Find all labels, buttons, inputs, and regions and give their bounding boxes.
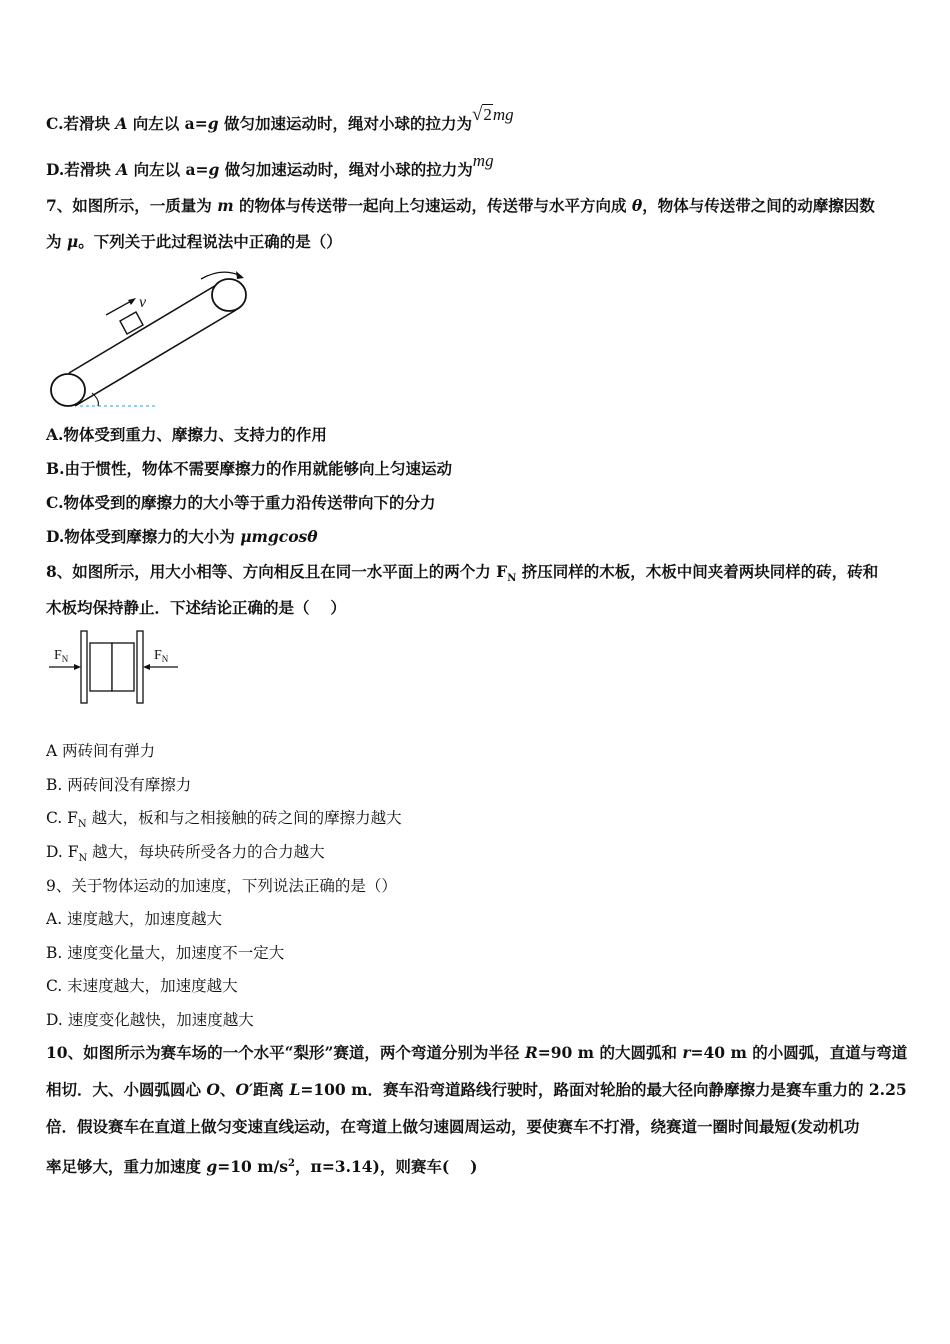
q10-line1 xyxy=(46,1043,907,1063)
q7-stem-b: 的物体与传送带一起向上匀速运动，传送带与水平方向成 xyxy=(233,196,632,215)
q8-stem-a: 8、如图所示，用大小相等、方向相反且在同一水平面上的两个力 F xyxy=(46,562,508,581)
q10-line4 xyxy=(46,1154,477,1177)
q8-d-prefix: D. F xyxy=(46,843,79,861)
q7-stem2-b: 。下列关于此过程说法中正确的是（） xyxy=(78,232,342,251)
q7-m: m xyxy=(217,196,234,215)
q10-line3: 倍．假设赛车在直道上做匀变速直线运动，在弯道上做匀速圆周运动，要使赛车不打滑，绕赛道一圈时间最短(发动机功 xyxy=(46,1117,860,1136)
q8-stem-b: 挤压同样的木板，木板中间夹着两块同样的砖，砖和 xyxy=(516,562,879,581)
q10-L: L xyxy=(289,1080,301,1099)
q7-option-d xyxy=(46,527,318,547)
q10-O2: O′ xyxy=(235,1080,254,1099)
q6-c-formula: √2mg xyxy=(471,104,514,125)
q6-c-mid: 向左以 a= xyxy=(127,114,208,133)
q9-option-d: D. 速度变化越快，加速度越大 xyxy=(46,1011,254,1029)
q8-sub: N xyxy=(507,573,517,585)
q8-stem-line2: 木板均保持静止．下述结论正确的是（ ） xyxy=(46,598,346,617)
q10-l4b: =10 m/s xyxy=(217,1157,288,1177)
q10-r: r xyxy=(682,1043,691,1062)
q10-l1c: =40 m 的小圆弧，直道与弯道 xyxy=(690,1043,908,1062)
left-force-label: $F_N$ xyxy=(54,648,69,664)
q10-l4sup: 2 xyxy=(288,1158,295,1169)
q7-stem-line2 xyxy=(46,232,342,252)
bricks-between-boards-figure xyxy=(44,628,184,708)
q8-option-d xyxy=(46,842,325,869)
q8-c-prefix: C. F xyxy=(46,809,78,827)
q8-option-a: A 两砖间有弹力 xyxy=(46,742,156,760)
q10-l2b: 、 xyxy=(219,1080,236,1099)
q8-d-suffix: 越大，每块砖所受各力的合力越大 xyxy=(87,843,325,861)
left-board xyxy=(81,631,87,703)
q6-d-mg: mg xyxy=(472,151,494,170)
q8-c-sub: N xyxy=(77,819,87,831)
bottom-roller xyxy=(51,374,85,406)
q9-option-c: C. 末速度越大，加速度越大 xyxy=(46,977,238,995)
q8-c-suffix: 越大，板和与之相接触的砖之间的摩擦力越大 xyxy=(86,809,402,827)
q6-d-A: A xyxy=(116,160,129,179)
q7-d-prefix: D.物体受到摩擦力的大小为 xyxy=(46,527,241,546)
q7-option-b: B.由于惯性，物体不需要摩擦力的作用就能够向上匀速运动 xyxy=(46,459,452,478)
q6-c-root: 2 xyxy=(483,105,492,124)
q7-stem-line1 xyxy=(46,196,875,216)
velocity-label: v xyxy=(139,294,147,311)
q8-option-b: B. 两砖间没有摩擦力 xyxy=(46,776,192,794)
q8-option-c xyxy=(46,808,402,835)
q9-stem: 9、关于物体运动的加速度，下列说法正确的是（） xyxy=(46,877,397,895)
q6-c-prefix: C.若滑块 xyxy=(46,114,116,133)
right-force-label: $F_N$ xyxy=(154,648,169,664)
q10-l4a: 率足够大，重力加速度 xyxy=(46,1157,207,1177)
q9-option-a: A. 速度越大，加速度越大 xyxy=(46,910,223,928)
q10-l1a: 10、如图所示为赛车场的一个水平“梨形”赛道，两个弯道分别为半径 xyxy=(46,1043,525,1062)
q6-d-suffix: 做匀加速运动时，绳对小球的拉力为 xyxy=(219,160,473,179)
q6-d-mid: 向左以 a= xyxy=(128,160,209,179)
q7-mu: μ xyxy=(66,232,79,251)
q10-l2d: =100 m．赛车沿弯道路线行驶时，路面对轮胎的最大径向静摩擦力是赛车重力的 2.25 xyxy=(300,1080,907,1099)
q10-R: R xyxy=(524,1043,538,1062)
q6-option-d xyxy=(46,151,494,180)
right-board xyxy=(137,631,143,703)
q7-stem2-a: 为 xyxy=(46,232,67,251)
q8-d-sub: N xyxy=(78,853,88,865)
q10-line2 xyxy=(46,1080,907,1100)
q7-stem-a: 7、如图所示，一质量为 xyxy=(46,196,218,215)
q7-stem-c: ，物体与传送带之间的动摩擦因数 xyxy=(642,196,875,215)
q10-l2c: 距离 xyxy=(253,1080,290,1099)
q6-d-g: g xyxy=(208,160,220,179)
q6-c-g: g xyxy=(207,114,219,133)
q6-c-suffix: 做匀加速运动时，绳对小球的拉力为 xyxy=(218,114,472,133)
top-roller xyxy=(212,279,246,311)
q10-O: O xyxy=(206,1080,220,1099)
q7-option-a: A.物体受到重力、摩擦力、支持力的作用 xyxy=(46,425,327,444)
q7-theta: θ xyxy=(631,196,643,215)
q6-option-c xyxy=(46,104,514,134)
q10-l1b: =90 m 的大圆弧和 xyxy=(537,1043,683,1062)
q8-stem-line1 xyxy=(46,562,878,589)
q6-c-mg: mg xyxy=(492,105,514,124)
q10-g: g xyxy=(206,1157,218,1177)
right-brick xyxy=(112,643,134,691)
left-brick xyxy=(90,643,112,691)
q6-c-A: A xyxy=(115,114,128,133)
q7-option-c: C.物体受到的摩擦力的大小等于重力沿传送带向下的分力 xyxy=(46,493,436,512)
conveyor-belt-figure xyxy=(44,265,254,410)
q7-d-formula: μmgcosθ xyxy=(240,527,318,546)
q10-l2a: 相切．大、小圆弧圆心 xyxy=(46,1080,207,1099)
q9-option-b: B. 速度变化量大，加速度不一定大 xyxy=(46,944,285,962)
q10-l4c: ，π=3.14)，则赛车( ) xyxy=(294,1157,478,1177)
q6-d-prefix: D.若滑块 xyxy=(46,160,117,179)
